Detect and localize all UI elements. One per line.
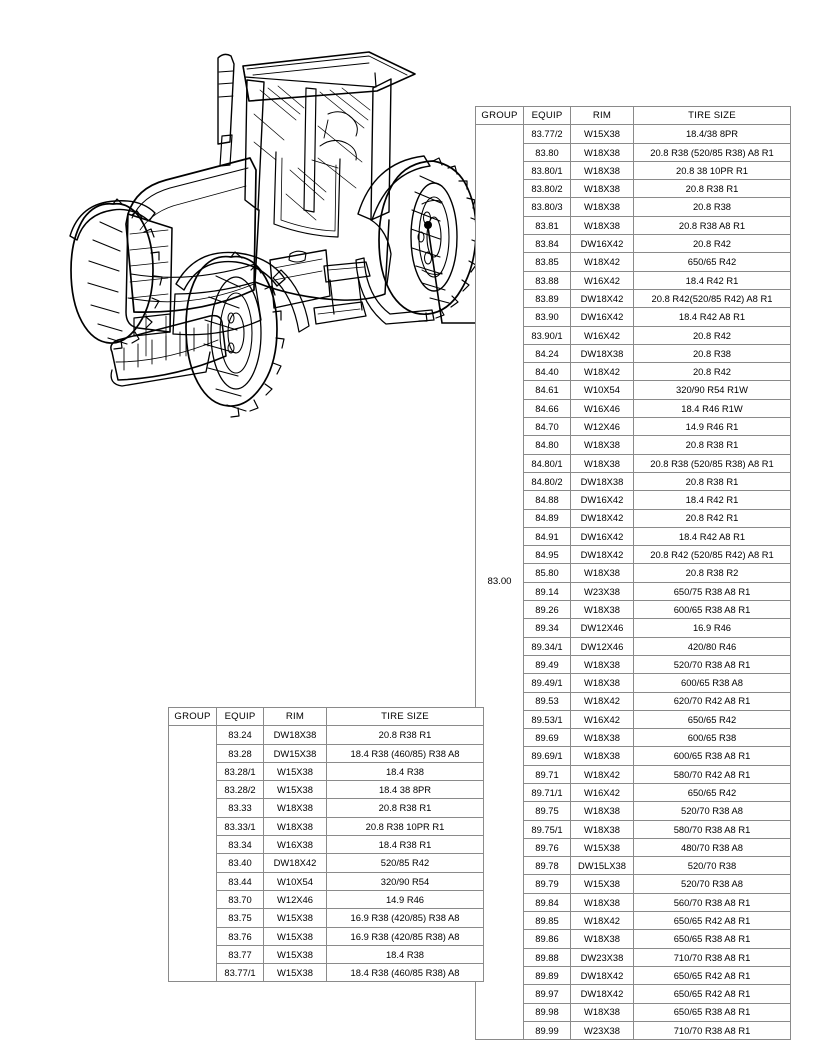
table-header-row xyxy=(476,107,791,125)
table-row xyxy=(476,985,791,1003)
table-row xyxy=(476,729,791,747)
cell-tire: 20.8 R42 xyxy=(634,363,791,381)
cell-equip: 83.77/2 xyxy=(524,125,571,143)
tire-size-table-upper xyxy=(475,106,791,1040)
cell-rim: W18X38 xyxy=(571,601,634,619)
table-row xyxy=(476,674,791,692)
table-row xyxy=(476,527,791,545)
cell-tire: 18.4 R42 R1 xyxy=(634,491,791,509)
cell-tire: 650/65 R42 A8 R1 xyxy=(634,966,791,984)
cell-equip: 83.84 xyxy=(524,235,571,253)
cell-equip: 83.88 xyxy=(524,271,571,289)
cell-rim: DW18X38 xyxy=(571,344,634,362)
table-row xyxy=(476,216,791,234)
cell-tire: 650/65 R42 xyxy=(634,253,791,271)
table-row xyxy=(169,909,484,927)
cell-equip: 89.76 xyxy=(524,838,571,856)
cell-rim: W18X38 xyxy=(571,161,634,179)
cell-equip: 83.24 xyxy=(217,726,264,744)
cell-rim: W15X38 xyxy=(571,875,634,893)
cell-rim: DW18X42 xyxy=(571,546,634,564)
cell-tire: 650/65 R38 A8 R1 xyxy=(634,930,791,948)
cell-equip: 83.80/1 xyxy=(524,161,571,179)
table-row xyxy=(476,948,791,966)
table-row xyxy=(169,744,484,762)
cell-equip: 83.28/1 xyxy=(217,762,264,780)
table-row xyxy=(476,838,791,856)
table-row xyxy=(169,964,484,982)
cell-equip: 83.81 xyxy=(524,216,571,234)
cell-tire: 20.8 R38 10PR R1 xyxy=(327,817,484,835)
cell-rim: W15X38 xyxy=(264,964,327,982)
table-row xyxy=(476,381,791,399)
table-row xyxy=(476,912,791,930)
table-row xyxy=(476,546,791,564)
table-row xyxy=(476,271,791,289)
cell-tire: 600/65 R38 A8 R1 xyxy=(634,747,791,765)
cell-equip: 83.40 xyxy=(217,854,264,872)
cell-rim: DW18X42 xyxy=(571,985,634,1003)
cell-tire: 20.8 R38 R1 xyxy=(634,180,791,198)
table-row xyxy=(169,799,484,817)
table-row xyxy=(476,783,791,801)
cell-tire: 650/65 R42 A8 R1 xyxy=(634,985,791,1003)
cell-tire: 480/70 R38 A8 xyxy=(634,838,791,856)
table-row xyxy=(476,637,791,655)
cell-tire: 20.8 R38 (520/85 R38) A8 R1 xyxy=(634,454,791,472)
table-row xyxy=(476,601,791,619)
cell-equip: 89.99 xyxy=(524,1021,571,1039)
cell-rim: W15X38 xyxy=(571,125,634,143)
cell-rim: W18X38 xyxy=(264,817,327,835)
fuel-tank-and-steps xyxy=(270,250,370,324)
column-header-rim: RIM xyxy=(264,708,327,726)
cell-rim: W16X42 xyxy=(571,271,634,289)
table-row xyxy=(169,726,484,744)
cell-rim: W15X38 xyxy=(264,909,327,927)
cell-rim: DW15LX38 xyxy=(571,857,634,875)
cell-rim: W18X38 xyxy=(571,674,634,692)
cell-tire: 600/65 R38 A8 R1 xyxy=(634,601,791,619)
cell-equip: 89.71 xyxy=(524,765,571,783)
front-wheel-left xyxy=(70,199,162,349)
cell-tire: 20.8 R42 (520/85 R42) A8 R1 xyxy=(634,546,791,564)
cell-tire: 650/65 R42 xyxy=(634,710,791,728)
table-row xyxy=(476,564,791,582)
table-row xyxy=(476,344,791,362)
column-header-tire: TIRE SIZE xyxy=(327,708,484,726)
cell-equip: 84.95 xyxy=(524,546,571,564)
table-row xyxy=(476,125,791,143)
cell-rim: W15X38 xyxy=(264,945,327,963)
cell-tire: 580/70 R38 A8 R1 xyxy=(634,820,791,838)
table-row xyxy=(476,966,791,984)
cell-equip: 83.90 xyxy=(524,308,571,326)
table-row xyxy=(476,875,791,893)
table-row xyxy=(476,1003,791,1021)
cell-equip: 89.78 xyxy=(524,857,571,875)
table-row xyxy=(476,180,791,198)
group-cell: 83.00 xyxy=(476,125,524,1040)
cell-rim: W16X42 xyxy=(571,783,634,801)
cell-tire: 580/70 R42 A8 R1 xyxy=(634,765,791,783)
cell-rim: W18X42 xyxy=(571,363,634,381)
cell-tire: 710/70 R38 A8 R1 xyxy=(634,1021,791,1039)
cell-equip: 89.69/1 xyxy=(524,747,571,765)
table-row xyxy=(476,454,791,472)
cell-rim: DW18X38 xyxy=(264,726,327,744)
cell-rim: W10X54 xyxy=(571,381,634,399)
cell-rim: W23X38 xyxy=(571,582,634,600)
cell-tire: 520/85 R42 xyxy=(327,854,484,872)
cell-equip: 83.76 xyxy=(217,927,264,945)
cell-tire: 18.4 R38 xyxy=(327,762,484,780)
cell-tire: 520/70 R38 xyxy=(634,857,791,875)
cell-tire: 18.4/38 8PR xyxy=(634,125,791,143)
cell-equip: 89.84 xyxy=(524,893,571,911)
column-header-group: GROUP xyxy=(476,107,524,125)
column-header-equip: EQUIP xyxy=(217,708,264,726)
table-row xyxy=(476,289,791,307)
cell-equip: 83.70 xyxy=(217,890,264,908)
cell-rim: W18X38 xyxy=(571,216,634,234)
cell-rim: DW16X42 xyxy=(571,527,634,545)
cell-tire: 20.8 R42 R1 xyxy=(634,509,791,527)
cell-tire: 18.4 R42 A8 R1 xyxy=(634,308,791,326)
cell-rim: DW15X38 xyxy=(264,744,327,762)
cell-rim: W12X46 xyxy=(264,890,327,908)
cell-rim: W18X38 xyxy=(571,820,634,838)
cell-equip: 84.24 xyxy=(524,344,571,362)
table-body xyxy=(169,726,484,982)
cell-tire: 650/65 R42 A8 R1 xyxy=(634,912,791,930)
table-row xyxy=(169,781,484,799)
table-row xyxy=(476,930,791,948)
table-row xyxy=(169,762,484,780)
table-row xyxy=(169,854,484,872)
cell-rim: DW12X46 xyxy=(571,637,634,655)
cell-rim: W18X38 xyxy=(571,930,634,948)
cell-rim: W18X38 xyxy=(571,198,634,216)
cell-rim: DW18X42 xyxy=(571,289,634,307)
cell-tire: 16.9 R38 (420/85) R38 A8 xyxy=(327,909,484,927)
table-row xyxy=(169,872,484,890)
cell-tire: 420/80 R46 xyxy=(634,637,791,655)
front-weight-block xyxy=(111,316,226,386)
table-row xyxy=(476,326,791,344)
cell-rim: W18X42 xyxy=(571,765,634,783)
cell-rim: DW16X42 xyxy=(571,235,634,253)
table-header-row xyxy=(169,708,484,726)
cell-tire: 600/65 R38 xyxy=(634,729,791,747)
cell-equip: 83.33 xyxy=(217,799,264,817)
cell-equip: 83.33/1 xyxy=(217,817,264,835)
cell-equip: 83.80 xyxy=(524,143,571,161)
cell-equip: 89.98 xyxy=(524,1003,571,1021)
table-row xyxy=(476,747,791,765)
cell-equip: 89.49/1 xyxy=(524,674,571,692)
cell-rim: W18X38 xyxy=(571,1003,634,1021)
callout-dot xyxy=(424,221,432,229)
cell-equip: 83.75 xyxy=(217,909,264,927)
cell-equip: 84.66 xyxy=(524,399,571,417)
cell-rim: W16X38 xyxy=(264,836,327,854)
cell-equip: 84.61 xyxy=(524,381,571,399)
cell-equip: 89.75 xyxy=(524,802,571,820)
cell-tire: 20.8 38 10PR R1 xyxy=(634,161,791,179)
cell-equip: 89.53 xyxy=(524,692,571,710)
cell-equip: 83.85 xyxy=(524,253,571,271)
cell-tire: 18.4 R38 (460/85) R38 A8 xyxy=(327,744,484,762)
table-row xyxy=(476,802,791,820)
cell-rim: W15X38 xyxy=(264,762,327,780)
cell-rim: DW18X42 xyxy=(571,966,634,984)
cell-equip: 84.80 xyxy=(524,436,571,454)
cell-equip: 89.34/1 xyxy=(524,637,571,655)
cell-tire: 16.9 R46 xyxy=(634,619,791,637)
cell-equip: 83.28/2 xyxy=(217,781,264,799)
table-row xyxy=(169,945,484,963)
cell-rim: W15X38 xyxy=(571,838,634,856)
cell-equip: 83.89 xyxy=(524,289,571,307)
table-row xyxy=(169,927,484,945)
cell-rim: W18X38 xyxy=(571,893,634,911)
cell-rim: W18X38 xyxy=(571,564,634,582)
cell-rim: W16X42 xyxy=(571,326,634,344)
cell-tire: 20.8 R42 xyxy=(634,235,791,253)
cell-tire: 520/70 R38 A8 xyxy=(634,875,791,893)
tire-size-table-lower xyxy=(168,707,484,982)
table-row xyxy=(476,308,791,326)
cell-equip: 84.91 xyxy=(524,527,571,545)
cell-tire: 20.8 R38 xyxy=(634,344,791,362)
table-body xyxy=(476,125,791,1040)
table-row xyxy=(169,817,484,835)
table-row xyxy=(476,655,791,673)
cell-equip: 89.34 xyxy=(524,619,571,637)
table-row xyxy=(476,198,791,216)
cell-rim: DW12X46 xyxy=(571,619,634,637)
cell-equip: 89.79 xyxy=(524,875,571,893)
cell-equip: 89.88 xyxy=(524,948,571,966)
cell-equip: 84.80/1 xyxy=(524,454,571,472)
group-cell xyxy=(169,726,217,982)
cell-tire: 320/90 R54 R1W xyxy=(634,381,791,399)
tractor-line-drawing xyxy=(28,18,493,428)
cell-tire: 20.8 R38 R1 xyxy=(634,436,791,454)
cell-equip: 89.53/1 xyxy=(524,710,571,728)
cell-equip: 83.28 xyxy=(217,744,264,762)
cell-tire: 14.9 R46 xyxy=(327,890,484,908)
cell-tire: 20.8 R42(520/85 R42) A8 R1 xyxy=(634,289,791,307)
cell-rim: DW18X38 xyxy=(571,472,634,490)
cell-rim: W18X38 xyxy=(571,454,634,472)
cell-tire: 520/70 R38 A8 R1 xyxy=(634,655,791,673)
cell-tire: 710/70 R38 A8 R1 xyxy=(634,948,791,966)
cell-tire: 20.8 R38 A8 R1 xyxy=(634,216,791,234)
cell-equip: 89.71/1 xyxy=(524,783,571,801)
cell-equip: 83.77/1 xyxy=(217,964,264,982)
chassis xyxy=(173,270,309,335)
table-row xyxy=(476,143,791,161)
cell-equip: 84.89 xyxy=(524,509,571,527)
cell-rim: W18X42 xyxy=(571,912,634,930)
cell-rim: W18X38 xyxy=(571,436,634,454)
table-row xyxy=(476,509,791,527)
table-row xyxy=(476,857,791,875)
cell-rim: W18X38 xyxy=(571,143,634,161)
table-row xyxy=(476,582,791,600)
column-header-group: GROUP xyxy=(169,708,217,726)
cell-rim: W16X46 xyxy=(571,399,634,417)
cell-tire: 18.4 R38 R1 xyxy=(327,836,484,854)
cell-tire: 20.8 R38 R1 xyxy=(327,726,484,744)
column-header-rim: RIM xyxy=(571,107,634,125)
cell-equip: 83.80/3 xyxy=(524,198,571,216)
table-row xyxy=(476,765,791,783)
cell-tire: 20.8 R42 xyxy=(634,326,791,344)
table-row xyxy=(476,692,791,710)
cell-equip: 84.80/2 xyxy=(524,472,571,490)
table-row xyxy=(476,710,791,728)
cell-tire: 16.9 R38 (420/85 R38) A8 xyxy=(327,927,484,945)
cell-equip: 89.75/1 xyxy=(524,820,571,838)
cell-rim: DW18X42 xyxy=(571,509,634,527)
table-row xyxy=(476,893,791,911)
cell-tire: 18.4 R46 R1W xyxy=(634,399,791,417)
cell-rim: W18X38 xyxy=(571,729,634,747)
cell-rim: W15X38 xyxy=(264,781,327,799)
cell-rim: W12X46 xyxy=(571,418,634,436)
exhaust-stack xyxy=(218,54,234,166)
cell-rim: W16X42 xyxy=(571,710,634,728)
table-row xyxy=(476,235,791,253)
table-row xyxy=(169,890,484,908)
cell-equip: 89.49 xyxy=(524,655,571,673)
cell-rim: DW23X38 xyxy=(571,948,634,966)
cell-equip: 89.85 xyxy=(524,912,571,930)
cell-tire: 650/65 R42 xyxy=(634,783,791,801)
cell-rim: W18X38 xyxy=(571,802,634,820)
cell-tire: 320/90 R54 xyxy=(327,872,484,890)
table-row xyxy=(476,363,791,381)
cell-rim: DW16X42 xyxy=(571,308,634,326)
cell-tire: 20.8 R38 R1 xyxy=(634,472,791,490)
cell-equip: 89.89 xyxy=(524,966,571,984)
cell-tire: 18.4 R38 (460/85 R38) A8 xyxy=(327,964,484,982)
cell-tire: 600/65 R38 A8 xyxy=(634,674,791,692)
cell-equip: 89.97 xyxy=(524,985,571,1003)
table-row xyxy=(476,820,791,838)
table-row xyxy=(476,399,791,417)
column-header-tire: TIRE SIZE xyxy=(634,107,791,125)
cell-equip: 89.26 xyxy=(524,601,571,619)
table-row xyxy=(476,1021,791,1039)
cell-rim: W10X54 xyxy=(264,872,327,890)
cell-rim: W18X42 xyxy=(571,692,634,710)
cell-tire: 14.9 R46 R1 xyxy=(634,418,791,436)
cell-tire: 18.4 38 8PR xyxy=(327,781,484,799)
table-row xyxy=(476,418,791,436)
cell-tire: 18.4 R42 A8 R1 xyxy=(634,527,791,545)
cell-tire: 620/70 R42 A8 R1 xyxy=(634,692,791,710)
column-header-equip: EQUIP xyxy=(524,107,571,125)
cell-equip: 83.90/1 xyxy=(524,326,571,344)
cell-equip: 83.77 xyxy=(217,945,264,963)
table-row xyxy=(476,436,791,454)
cell-equip: 89.14 xyxy=(524,582,571,600)
cell-tire: 520/70 R38 A8 xyxy=(634,802,791,820)
cell-tire: 650/75 R38 A8 R1 xyxy=(634,582,791,600)
cell-equip: 84.70 xyxy=(524,418,571,436)
cell-rim: W18X38 xyxy=(571,180,634,198)
table-row xyxy=(169,836,484,854)
cell-equip: 83.34 xyxy=(217,836,264,854)
cell-tire: 650/65 R38 A8 R1 xyxy=(634,1003,791,1021)
table-row xyxy=(476,253,791,271)
cell-tire: 18.4 R38 xyxy=(327,945,484,963)
table-row xyxy=(476,472,791,490)
cell-rim: W18X42 xyxy=(571,253,634,271)
table-row xyxy=(476,619,791,637)
cell-tire: 20.8 R38 xyxy=(634,198,791,216)
table-row xyxy=(476,491,791,509)
cell-rim: W18X38 xyxy=(264,799,327,817)
cell-rim: W15X38 xyxy=(264,927,327,945)
table-row xyxy=(476,161,791,179)
cell-equip: 84.88 xyxy=(524,491,571,509)
cell-rim: W18X38 xyxy=(571,655,634,673)
cell-rim: DW18X42 xyxy=(264,854,327,872)
cell-tire: 20.8 R38 R1 xyxy=(327,799,484,817)
cell-equip: 85.80 xyxy=(524,564,571,582)
cell-equip: 89.86 xyxy=(524,930,571,948)
cell-equip: 83.80/2 xyxy=(524,180,571,198)
cell-tire: 20.8 R38 R2 xyxy=(634,564,791,582)
cell-tire: 20.8 R38 (520/85 R38) A8 R1 xyxy=(634,143,791,161)
cell-rim: DW16X42 xyxy=(571,491,634,509)
cell-equip: 89.69 xyxy=(524,729,571,747)
cell-tire: 18.4 R42 R1 xyxy=(634,271,791,289)
cell-rim: W18X38 xyxy=(571,747,634,765)
cell-equip: 83.44 xyxy=(217,872,264,890)
cell-rim: W23X38 xyxy=(571,1021,634,1039)
cell-tire: 560/70 R38 A8 R1 xyxy=(634,893,791,911)
cell-equip: 84.40 xyxy=(524,363,571,381)
